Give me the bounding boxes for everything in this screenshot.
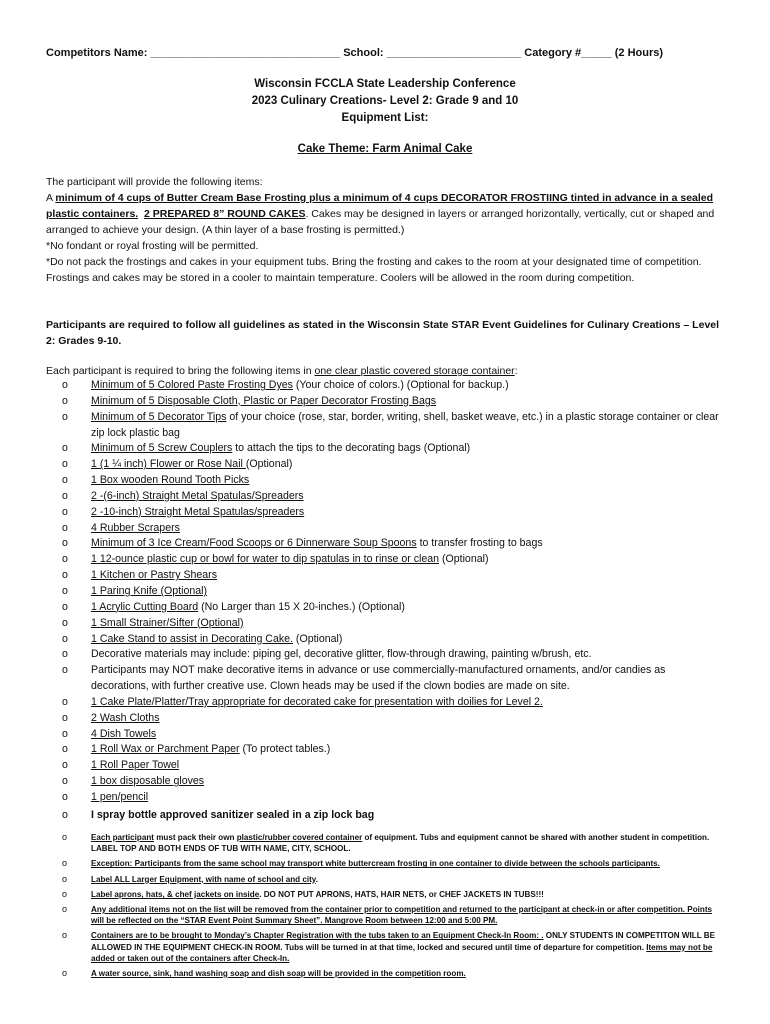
list-item — [62, 774, 722, 790]
list-item — [62, 727, 722, 743]
bullet-icon: o — [62, 584, 68, 597]
bullet-icon: o — [62, 379, 68, 391]
bullet-icon: o — [62, 458, 68, 471]
rule-text: . — [315, 874, 318, 884]
item-name: 1 12-ounce plastic cup or bowl for water to dip spatulas in to rinse or clean — [91, 553, 440, 566]
bullet-icon: o — [62, 616, 68, 629]
bullet-icon: o — [62, 968, 68, 979]
list-item — [62, 663, 722, 695]
bullet-icon: o — [62, 632, 68, 645]
rule-text: Containers are to be brought to Monday’s Chapter Registration with the tubs taken to an Equipment Check-In Room: . — [91, 931, 544, 941]
bring-suffix: : — [514, 365, 518, 377]
list-item — [62, 536, 722, 552]
bullet-icon: o — [62, 904, 68, 915]
list-item — [62, 378, 722, 394]
bullet-icon: o — [62, 759, 68, 772]
item-detail: of your choice (rose, star, border, writing, shell, basket weave, etc.) in a plastic storage container or clear zip lock plastic bag — [91, 410, 719, 439]
item-detail: (Optional) — [439, 553, 489, 566]
intro-paragraph — [46, 174, 726, 286]
competitor-header-line: Competitors Name: _______________________________ School: ______________________ Category #_____ (2 Hours) — [46, 47, 664, 59]
item-detail: Decorative materials may include: piping gel, decorative glitter, flow-through drawing, painting w/brush, etc. — [91, 648, 592, 661]
bullet-icon: o — [62, 521, 68, 534]
rule-text: Any additional items not on the list will be removed from the container prior to competition and returned to the participant at check-in or after competition. Points will be reflected on the “STAR Event Point Summary Sheet”. Mangrove Room between 12:00 and 5:00 PM. — [91, 905, 713, 926]
item-name: 1 Acrylic Cutting Board — [91, 600, 199, 613]
list-item — [62, 552, 722, 568]
container-rules-list — [62, 832, 722, 983]
list-item — [62, 521, 722, 537]
item-detail: (Your choice of colors.) (Optional for backup.) — [292, 379, 509, 391]
item-name: Minimum of 5 Screw Couplers — [91, 442, 233, 455]
bullet-icon: o — [62, 743, 68, 756]
item-name: 1 Paring Knife (Optional) — [91, 584, 208, 597]
storage-container-requirement: one clear plastic covered storage container — [314, 365, 515, 377]
bullet-icon: o — [62, 808, 68, 821]
list-item — [62, 711, 722, 727]
rule-item — [62, 930, 722, 964]
rule-text: Items may not be added or taken out of the containers after Check-In. — [91, 942, 713, 963]
item-name: 1 Roll Wax or Parchment Paper — [91, 743, 240, 756]
item-name: Minimum of 5 Disposable Cloth, Plastic or Paper Decorator Frosting Bags — [91, 394, 437, 407]
bullet-icon: o — [62, 873, 68, 884]
item-detail: (No Larger than 15 X 20-inches.) (Optional) — [198, 600, 405, 613]
item-name: 1 Small Strainer/Sifter (Optional) — [91, 616, 244, 629]
intro-prefix: A — [46, 192, 56, 204]
list-item — [62, 600, 722, 616]
item-detail: Participants may NOT make decorative items in advance or use commercially-manufactured ornaments, and/or candies as decorations, with further creative use. Clown heads may be used if the clown bodies are made on site. — [91, 664, 666, 693]
rule-item — [62, 832, 722, 854]
item-name: 2 -(6-inch) Straight Metal Spatulas/Spreaders — [91, 489, 304, 502]
item-name: 1 pen/pencil — [91, 790, 149, 803]
bullet-icon: o — [62, 858, 68, 869]
bullet-icon: o — [62, 489, 68, 502]
bullet-icon: o — [62, 790, 68, 803]
item-name: 1 (1 ¼ inch) Flower or Rose Nail — [91, 458, 246, 471]
rule-text: ONLY STUDENTS IN COMPETITON WILL BE ALLOWED IN THE EQUIPMENT CHECK-IN ROOM. Tubs will be turned in at that time, locked and secured until time of departure for competition. — [91, 931, 716, 952]
list-item — [62, 808, 722, 824]
bullet-icon: o — [62, 727, 68, 740]
list-item — [62, 695, 722, 711]
item-detail: I spray bottle approved sanitizer sealed in a zip lock bag — [91, 808, 375, 821]
list-item — [62, 584, 722, 600]
list-item — [62, 457, 722, 473]
bring-items-intro — [46, 363, 726, 379]
list-item — [62, 616, 722, 632]
list-item — [62, 632, 722, 648]
bullet-icon: o — [62, 537, 68, 550]
list-item — [62, 568, 722, 584]
do-not-pack-line: *Do not pack the frostings and cakes in your equipment tubs. Bring the frosting and cakes to the room at your designated time of competition. Frostings and cakes may be stored in a cooler to maintain temperature. Coolers will be allowed in the room during competition. — [46, 256, 702, 284]
frosting-cakes-text — [46, 190, 726, 238]
rule-item — [62, 858, 722, 869]
list-item — [62, 394, 722, 410]
bullet-icon: o — [62, 664, 68, 677]
item-detail: to transfer frosting to bags — [416, 537, 543, 550]
bullet-icon: o — [62, 553, 68, 566]
item-name: 2 Wash Cloths — [91, 711, 160, 724]
list-item — [62, 489, 722, 505]
item-name: 4 Rubber Scrapers — [91, 521, 180, 534]
level-title: 2023 Culinary Creations- Level 2: Grade 9 and 10 — [251, 95, 519, 107]
item-name: 2 -10-inch) Straight Metal Spatulas/spreaders — [91, 505, 305, 518]
cake-theme-text: Cake Theme: Farm Animal Cake — [297, 143, 473, 155]
rule-item — [62, 904, 722, 926]
cakes-description: . Cakes may be designed in layers or arranged horizontally, vertically, cut or shaped and arranged to achieve your design. (A thin layer of a base frosting is permitted.) — [46, 208, 715, 236]
rule-item — [62, 889, 722, 900]
rule-text: A water source, sink, hand washing soap and dish soap will be provided in the competition room. — [91, 969, 466, 979]
item-name: 1 Box wooden Round Tooth Picks — [91, 474, 250, 487]
item-name: 1 Roll Paper Towel — [91, 759, 180, 772]
frosting-requirement: minimum of 4 cups of Butter Cream Base Frosting plus a minimum of 4 cups DECORATOR FROSTIING tinted in advance in a sealed plastic containers. — [46, 192, 714, 220]
no-fondant-line: *No fondant or royal frosting will be permitted. — [46, 240, 259, 252]
list-item — [62, 647, 722, 663]
rule-item — [62, 874, 722, 885]
conference-title: Wisconsin FCCLA State Leadership Conference — [254, 78, 516, 90]
rule-text: Each participant — [91, 833, 154, 842]
item-detail: to attach the tips to the decorating bags (Optional) — [232, 442, 471, 455]
equipment-list-title: Equipment List: — [341, 112, 429, 124]
item-name: Minimum of 3 Ice Cream/Food Scoops or 6 Dinnerware Soup Spoons — [91, 537, 417, 550]
rule-text: Label aprons, hats, & chef jackets on inside — [91, 889, 260, 899]
bullet-icon: o — [62, 569, 68, 582]
item-detail: (Optional) — [292, 632, 343, 645]
list-item — [62, 742, 722, 758]
list-item — [62, 441, 722, 457]
bullet-icon: o — [62, 394, 68, 407]
rule-text: must pack their own — [153, 833, 237, 842]
item-name: 1 Kitchen or Pastry Shears — [91, 569, 218, 582]
item-name: 4 Dish Towels — [91, 727, 157, 740]
list-item — [62, 505, 722, 521]
list-item — [62, 473, 722, 489]
item-detail: (Optional) — [245, 458, 293, 471]
cake-theme-heading — [0, 143, 770, 155]
item-name: 1 Cake Stand to assist in Decorating Cake. — [91, 632, 293, 645]
item-detail: (To protect tables.) — [239, 743, 331, 756]
bullet-icon: o — [62, 474, 68, 487]
bullet-icon: o — [62, 775, 68, 788]
bullet-icon: o — [62, 695, 68, 708]
cakes-requirement: 2 PREPARED 8” ROUND CAKES — [144, 208, 306, 220]
provide-line: The participant will provide the following items: — [46, 176, 263, 188]
bullet-icon: o — [62, 832, 68, 842]
rule-text: of equipment. Tubs and equipment cannot be shared with another student in competition. LABEL TOP AND BOTH ENDS OF TUB WITH NAME, CITY, SCHOOL. — [91, 833, 710, 854]
bullet-icon: o — [62, 888, 68, 899]
bullet-icon: o — [62, 600, 68, 613]
item-name: 1 Cake Plate/Platter/Tray appropriate for decorated cake for presentation with doilies for Level 2. — [91, 695, 543, 708]
list-item — [62, 758, 722, 774]
item-name: Minimum of 5 Decorator Tips — [91, 410, 227, 423]
rule-item — [62, 968, 722, 979]
bullet-icon: o — [62, 505, 68, 518]
list-item — [62, 790, 722, 806]
guidelines-notice: Participants are required to follow all guidelines as stated in the Wisconsin State STAR Event Guidelines for Culinary Creations – Level 2: Grades 9-10. — [46, 319, 720, 347]
rule-text: Exception: Participants from the same school may transport white buttercream frosting in one container to divide between the schools participants. — [91, 859, 660, 869]
bullet-icon: o — [62, 442, 68, 455]
item-name: Minimum of 5 Colored Paste Frosting Dyes — [91, 379, 293, 391]
rule-text: Label ALL Larger Equipment, with name of school and city — [91, 874, 316, 884]
rule-text: . DO NOT PUT APRONS, HATS, HAIR NETS, or CHEF JACKETS IN TUBS!!! — [259, 889, 544, 899]
equipment-items-list — [62, 378, 722, 824]
item-name: 1 box disposable gloves — [91, 775, 205, 788]
list-item — [62, 410, 722, 442]
bullet-icon: o — [62, 648, 68, 661]
bullet-icon: o — [62, 930, 68, 941]
bullet-icon: o — [62, 410, 68, 423]
rule-text: plastic/rubber covered container — [236, 833, 363, 842]
bring-prefix: Each participant is required to bring the following items in — [46, 365, 315, 377]
bullet-icon: o — [62, 711, 68, 724]
